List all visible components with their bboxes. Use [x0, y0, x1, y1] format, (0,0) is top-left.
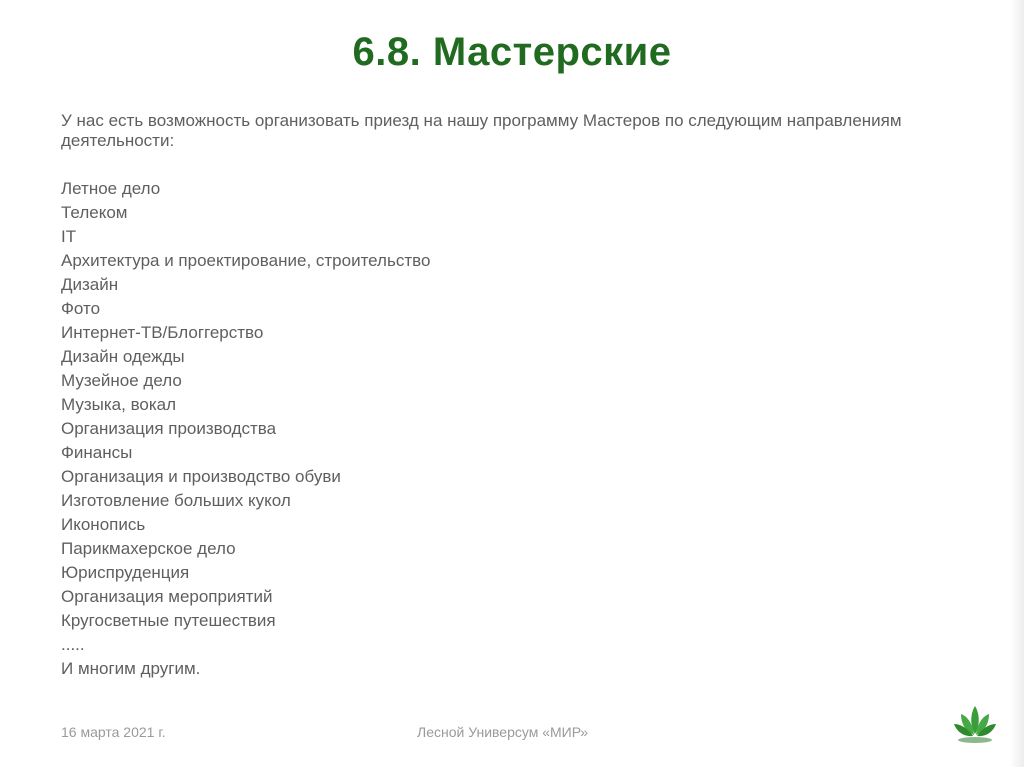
slide-title: 6.8. Мастерские: [352, 30, 672, 74]
list-item: Дизайн: [61, 275, 119, 294]
list-item: Парикмахерское дело: [61, 539, 236, 558]
list-item: Юриспруденция: [61, 563, 190, 582]
list-item: Музыка, вокал: [61, 395, 177, 414]
slide-edge-shadow: [1010, 0, 1024, 767]
list-item: Организация и производство обуви: [61, 467, 341, 486]
list-item: Кругосветные путешествия: [61, 611, 276, 630]
list-item: Организация мероприятий: [61, 587, 273, 606]
footer-organization: Лесной Универсум «МИР»: [417, 724, 589, 740]
list-item: Летное дело: [61, 179, 161, 198]
intro-paragraph: У нас есть возможность организовать приезд на нашу программу Мастеров по следующим направлениям деятельности:: [61, 111, 902, 150]
list-item: Архитектура и проектирование, строительство: [61, 251, 431, 270]
list-item: Дизайн одежды: [61, 347, 185, 366]
list-item: IT: [61, 227, 77, 246]
list-item: Музейное дело: [61, 371, 182, 390]
list-item: Организация производства: [61, 419, 277, 438]
list-item: Иконопись: [61, 515, 146, 534]
list-item: Телеком: [61, 203, 128, 222]
list-item: Финансы: [61, 443, 133, 462]
footer-date: 16 марта 2021 г.: [61, 724, 166, 740]
list-item: Изготовление больших кукол: [61, 491, 291, 510]
directions-list: [61, 177, 430, 681]
list-item: .....: [61, 635, 85, 654]
list-item: И многим другим.: [61, 659, 201, 678]
list-item: Интернет-ТВ/Блоггерство: [61, 323, 264, 342]
list-item: Фото: [61, 299, 101, 318]
lotus-logo-icon: [952, 700, 998, 746]
